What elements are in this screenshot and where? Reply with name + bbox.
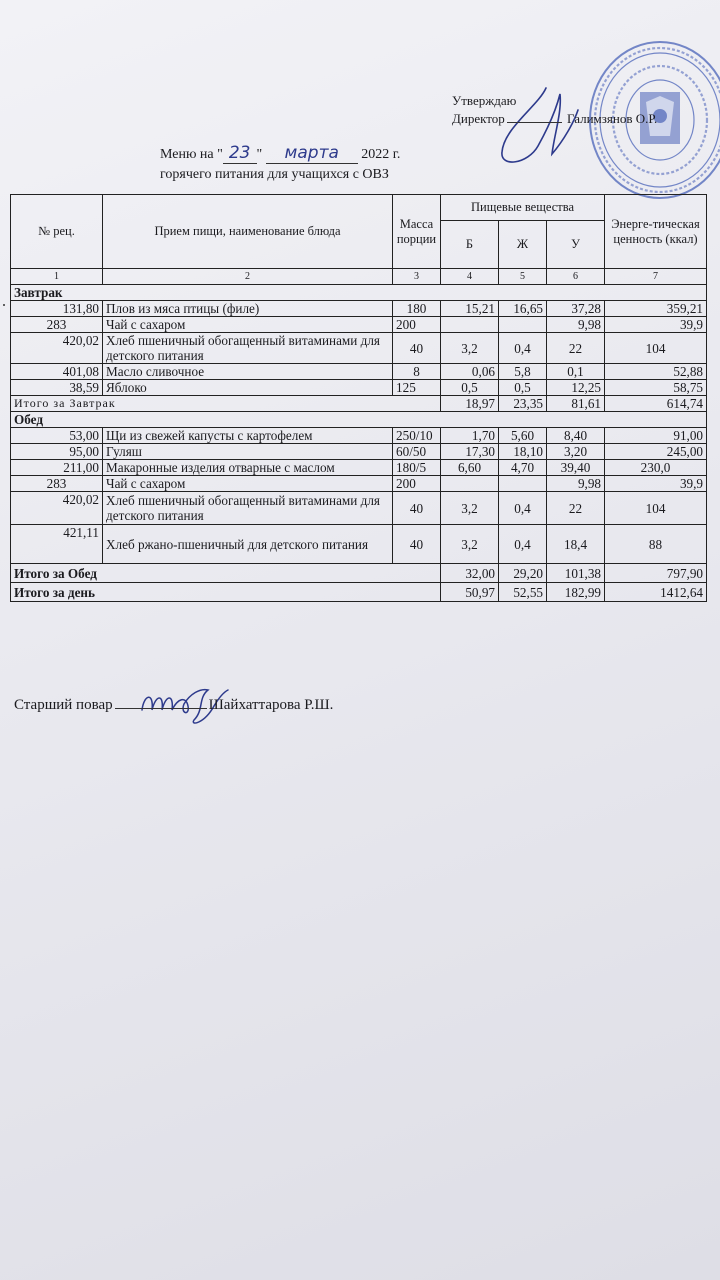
cell-mass: 180/5 — [393, 460, 441, 476]
cell-u: 3,20 — [547, 444, 605, 460]
title-year: 2022 г. — [361, 147, 401, 162]
cell-kcal: 52,88 — [605, 364, 707, 380]
cell-mass: 125 — [393, 380, 441, 396]
cell-b: 50,97 — [441, 583, 499, 602]
table-row — [11, 444, 707, 460]
menu-title-line2: горячего питания для учащихся с ОВЗ — [160, 167, 389, 182]
section-breakfast: Завтрак — [11, 285, 707, 301]
approval-block — [452, 92, 657, 128]
col-number: 5 — [499, 269, 547, 285]
table-row — [11, 301, 707, 317]
cell-u: 12,25 — [547, 380, 605, 396]
table-row — [11, 333, 707, 364]
cell-b: 17,30 — [441, 444, 499, 460]
cell-kcal: 1412,64 — [605, 583, 707, 602]
cell-kcal: 230,0 — [605, 460, 707, 476]
cell-rec: 401,08 — [11, 364, 103, 380]
cell-b: 6,60 — [441, 460, 499, 476]
table-row — [11, 428, 707, 444]
director-name: Галимзянов О.Р. — [567, 111, 658, 126]
breakfast-total-row — [11, 396, 707, 412]
lunch-total-label: Итого за Обед — [11, 564, 441, 583]
cell-rec: 283 — [11, 317, 103, 333]
cell-u: 101,38 — [547, 564, 605, 583]
handwritten-month: марта — [266, 143, 358, 164]
cell-b: 0,06 — [441, 364, 499, 380]
cell-kcal: 104 — [605, 492, 707, 525]
cell-kcal: 91,00 — [605, 428, 707, 444]
cell-b: 15,21 — [441, 301, 499, 317]
cell-rec: 420,02 — [11, 492, 103, 525]
col-number: 2 — [103, 269, 393, 285]
cell-zh: 23,35 — [499, 396, 547, 412]
cell-mass: 40 — [393, 492, 441, 525]
cell-u: 22 — [547, 333, 605, 364]
header-b: Б — [441, 221, 499, 269]
cell-kcal: 39,9 — [605, 317, 707, 333]
cell-rec: 420,02 — [11, 333, 103, 364]
cell-mass: 180 — [393, 301, 441, 317]
cell-u: 37,28 — [547, 301, 605, 317]
cell-kcal: 88 — [605, 525, 707, 564]
cell-dish: Макаронные изделия отварные с маслом — [103, 460, 393, 476]
header-nutrients: Пищевые вещества — [441, 195, 605, 221]
cell-dish: Хлеб пшеничный обогащенный витаминами для детского питания — [103, 492, 393, 525]
cook-label: Старший повар — [14, 697, 113, 713]
header-dish: Прием пищи, наименование блюда — [103, 195, 393, 269]
cell-mass: 200 — [393, 476, 441, 492]
cell-mass: 40 — [393, 525, 441, 564]
cell-dish: Гуляш — [103, 444, 393, 460]
cell-dish: Щи из свежей капусты с картофелем — [103, 428, 393, 444]
paper-speck — [3, 304, 5, 306]
cell-zh: 0,4 — [499, 333, 547, 364]
cell-mass: 40 — [393, 333, 441, 364]
header-mass: Масса порции — [393, 195, 441, 269]
col-number: 4 — [441, 269, 499, 285]
cell-zh: 0,4 — [499, 525, 547, 564]
cell-u: 22 — [547, 492, 605, 525]
cell-kcal: 58,75 — [605, 380, 707, 396]
table-row — [11, 364, 707, 380]
cell-b: 3,2 — [441, 525, 499, 564]
cell-zh: 5,60 — [499, 428, 547, 444]
header-energy: Энерге-тическая ценность (ккал) — [605, 195, 707, 269]
table-row — [11, 492, 707, 525]
cell-rec: 95,00 — [11, 444, 103, 460]
menu-title-line1 — [160, 143, 400, 165]
cell-zh — [499, 317, 547, 333]
title-quote: " — [256, 147, 263, 162]
cell-rec: 211,00 — [11, 460, 103, 476]
cook-signature-line — [115, 708, 207, 709]
table-row — [11, 476, 707, 492]
header-rec-no: № рец. — [11, 195, 103, 269]
col-number: 6 — [547, 269, 605, 285]
cell-u: 18,4 — [547, 525, 605, 564]
header-zh: Ж — [499, 221, 547, 269]
cell-dish: Масло сливочное — [103, 364, 393, 380]
cell-b — [441, 476, 499, 492]
title-prefix: Меню на " — [160, 147, 223, 162]
cell-u: 39,40 — [547, 460, 605, 476]
cell-kcal: 359,21 — [605, 301, 707, 317]
cell-b: 3,2 — [441, 333, 499, 364]
cell-b: 18,97 — [441, 396, 499, 412]
lunch-total-row — [11, 564, 707, 583]
cell-dish: Чай с сахаром — [103, 476, 393, 492]
col-number: 3 — [393, 269, 441, 285]
cell-b: 3,2 — [441, 492, 499, 525]
section-lunch: Обед — [11, 412, 707, 428]
table-row — [11, 317, 707, 333]
cell-b: 32,00 — [441, 564, 499, 583]
cell-kcal: 797,90 — [605, 564, 707, 583]
cell-rec: 421,11 — [11, 525, 103, 564]
menu-title — [160, 143, 400, 185]
cell-zh: 5,8 — [499, 364, 547, 380]
cell-zh — [499, 476, 547, 492]
cell-dish: Чай с сахаром — [103, 317, 393, 333]
signature-line — [507, 122, 562, 123]
cell-zh: 4,70 — [499, 460, 547, 476]
cell-zh: 29,20 — [499, 564, 547, 583]
cell-mass: 8 — [393, 364, 441, 380]
cell-rec: 38,59 — [11, 380, 103, 396]
cell-u: 182,99 — [547, 583, 605, 602]
table-row — [11, 525, 707, 564]
header-u: У — [547, 221, 605, 269]
cell-dish: Хлеб ржано-пшеничный для детского питания — [103, 525, 393, 564]
director-label: Директор — [452, 111, 505, 126]
cell-zh: 0,4 — [499, 492, 547, 525]
cell-dish: Яблоко — [103, 380, 393, 396]
cell-u: 8,40 — [547, 428, 605, 444]
cell-u: 81,61 — [547, 396, 605, 412]
col-number: 1 — [11, 269, 103, 285]
cell-zh: 0,5 — [499, 380, 547, 396]
cell-b: 0,5 — [441, 380, 499, 396]
day-total-label: Итого за день — [11, 583, 441, 602]
cell-dish: Плов из мяса птицы (филе) — [103, 301, 393, 317]
cell-kcal: 104 — [605, 333, 707, 364]
cell-zh: 52,55 — [499, 583, 547, 602]
col-number: 7 — [605, 269, 707, 285]
cell-mass: 200 — [393, 317, 441, 333]
day-total-row — [11, 583, 707, 602]
cell-zh: 18,10 — [499, 444, 547, 460]
menu-table — [10, 194, 707, 602]
cell-u: 0,1 — [547, 364, 605, 380]
cell-u: 9,98 — [547, 317, 605, 333]
table-row — [11, 380, 707, 396]
cell-rec: 283 — [11, 476, 103, 492]
cell-zh: 16,65 — [499, 301, 547, 317]
cell-mass: 250/10 — [393, 428, 441, 444]
cell-u: 9,98 — [547, 476, 605, 492]
cell-b — [441, 317, 499, 333]
approval-director-line — [452, 110, 657, 128]
breakfast-total-label: Итого за Завтрак — [11, 396, 441, 412]
cell-kcal: 39,9 — [605, 476, 707, 492]
handwritten-day: 23 — [223, 143, 257, 164]
cell-kcal: 245,00 — [605, 444, 707, 460]
table-row — [11, 460, 707, 476]
cell-rec: 131,80 — [11, 301, 103, 317]
approval-heading: Утверждаю — [452, 93, 517, 108]
cell-dish: Хлеб пшеничный обогащенный витаминами для детского питания — [103, 333, 393, 364]
cell-mass: 60/50 — [393, 444, 441, 460]
cook-signature-block — [14, 697, 333, 714]
cell-b: 1,70 — [441, 428, 499, 444]
cell-rec: 53,00 — [11, 428, 103, 444]
cook-name: Шайхаттарова Р.Ш. — [208, 697, 334, 713]
cell-kcal: 614,74 — [605, 396, 707, 412]
